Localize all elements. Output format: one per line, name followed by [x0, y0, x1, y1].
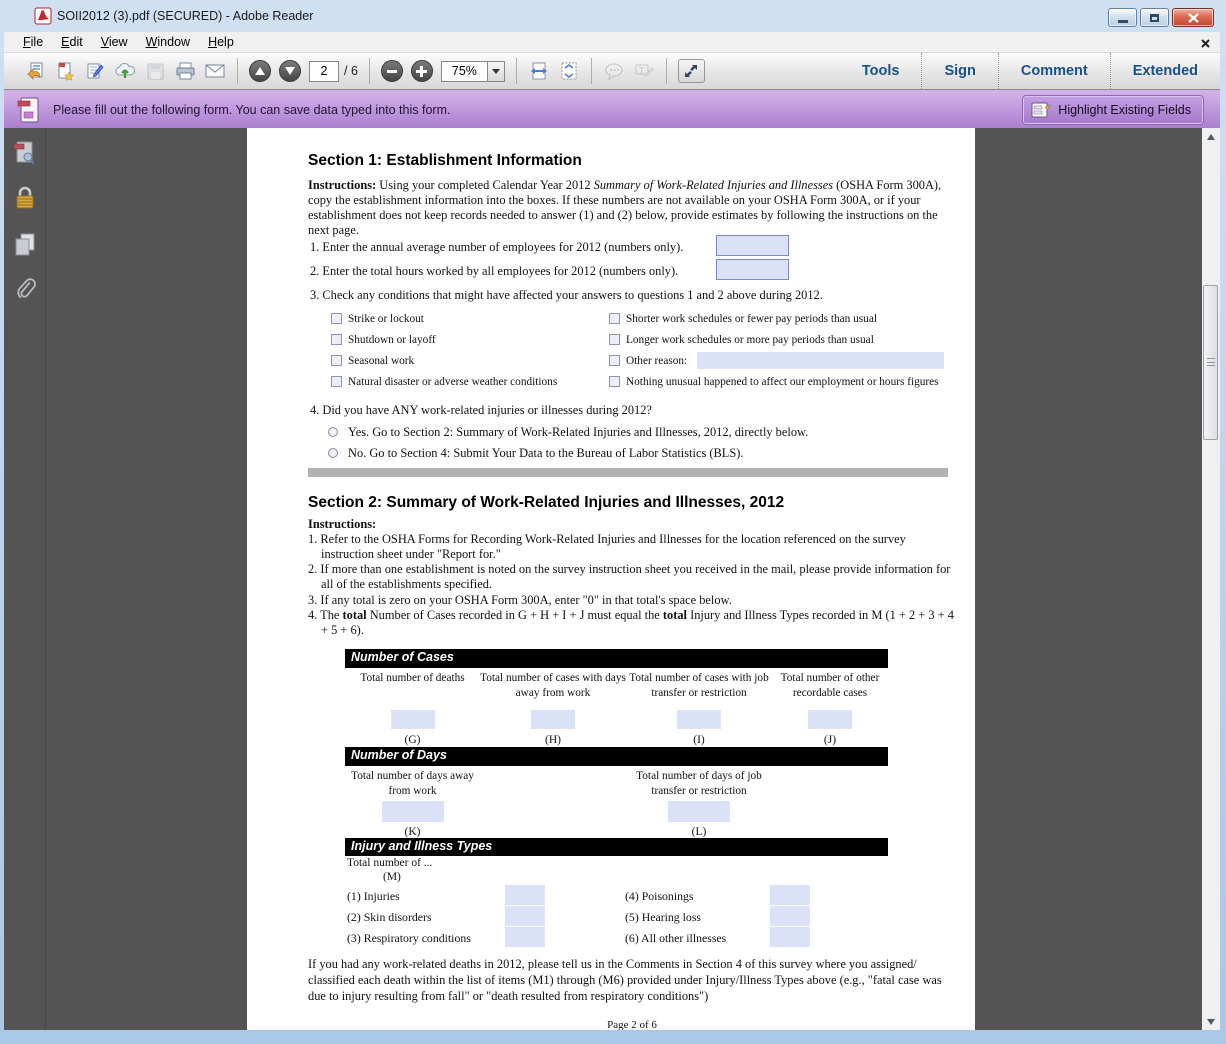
- cases-col-label: Total number of deaths: [360, 672, 465, 684]
- comment-bubble-icon[interactable]: [601, 57, 627, 85]
- deaths-field[interactable]: [391, 710, 435, 729]
- tab-extended[interactable]: Extended: [1110, 53, 1220, 89]
- title-bar[interactable]: [0, 0, 1226, 32]
- case-key: (J): [823, 734, 837, 746]
- window-title: SOII2012 (3).pdf (SECURED) - Adobe Reader: [57, 9, 314, 23]
- section1-instructions: Instructions: Using your completed Calendar Year 2012 Summary of Work-Related Injuries and Illnesses (OSHA Form 300A), copy the establishment information into the boxes. If these numbers are not available on your OSHA Form 300A, or if your establishment does not keep records needed to answer (1) and (2) below, provide estimates by following the instructions on the next page.: [308, 178, 942, 238]
- next-page-button[interactable]: [279, 60, 301, 82]
- type-label-respiratory: (3) Respiratory conditions: [347, 931, 471, 945]
- zoom-level-input[interactable]: [441, 61, 487, 82]
- print-icon[interactable]: [172, 57, 198, 85]
- restore-icon: [1150, 14, 1159, 22]
- menu-edit[interactable]: Edit: [61, 35, 83, 49]
- text-callout-icon[interactable]: [631, 57, 657, 85]
- days-fields-row: [345, 801, 888, 822]
- checkbox-nothing-unusual[interactable]: Nothing unusual happened to affect our employment or hours figures: [609, 376, 954, 388]
- other-reason-field[interactable]: [697, 352, 944, 369]
- close-icon: [1188, 13, 1199, 23]
- case-key: (G): [404, 734, 421, 746]
- radio-no-label: No. Go to Section 4: Submit Your Data to the Bureau of Labor Statistics (BLS).: [348, 446, 744, 460]
- toolbar-separator: [369, 58, 370, 84]
- form-document-icon: [17, 96, 41, 124]
- menu-bar: [4, 32, 1220, 53]
- s2-instruction-1: 1. Refer to the OSHA Forms for Recording Work-Related Injuries and Illnesses for the location referenced on the survey instruction sheet under "Report for.": [308, 532, 906, 562]
- question1-label: 1. Enter the annual average number of employees for 2012 (numbers only).: [310, 240, 684, 254]
- minus-icon: [387, 70, 397, 73]
- convert-to-pdf-icon[interactable]: [52, 57, 78, 85]
- restore-button[interactable]: [1140, 8, 1169, 27]
- checkbox-seasonal[interactable]: Seasonal work: [331, 355, 601, 367]
- scroll-up-button[interactable]: [1202, 128, 1220, 145]
- ribbon-tabs: [840, 53, 1220, 89]
- zoom-in-button[interactable]: [411, 60, 433, 82]
- toolbar-separator: [591, 58, 592, 84]
- arrow-up-icon: [255, 67, 265, 75]
- arrow-down-icon: [285, 67, 295, 75]
- page-number-input[interactable]: [309, 61, 339, 82]
- checkbox-icon[interactable]: [609, 313, 620, 324]
- radio-no[interactable]: [328, 448, 338, 458]
- page-thumbnails-icon[interactable]: [13, 140, 37, 173]
- scrollbar-thumb[interactable]: [1203, 285, 1218, 440]
- save-icon[interactable]: [142, 57, 168, 85]
- s2-instruction-4: 4. The total Number of Cases recorded in G + H + I + J must equal the total Injury and Illness Types recorded in M (1 + 2 + 3 + 4 + 5 + 6).: [308, 607, 954, 637]
- job-transfer-cases-field[interactable]: [677, 710, 721, 729]
- question3-label: 3. Check any conditions that might have affected your answers to questions 1 and 2 above during 2012.: [310, 288, 823, 302]
- pdf-page: [247, 128, 975, 1030]
- type-label-hearing: (5) Hearing loss: [625, 910, 702, 924]
- fullscreen-button[interactable]: [678, 59, 705, 83]
- page-footer: Page 2 of 6: [607, 1019, 657, 1030]
- checkbox-icon[interactable]: [331, 313, 342, 324]
- chevron-down-icon: [492, 69, 500, 74]
- cases-keys-row: [345, 734, 888, 746]
- radio-yes[interactable]: [328, 427, 338, 437]
- respiratory-field[interactable]: [505, 927, 545, 947]
- checkbox-shutdown[interactable]: Shutdown or layoff: [331, 334, 601, 346]
- days-column-labels: [345, 769, 888, 798]
- section2-instructions-label: Instructions:: [308, 517, 377, 531]
- injuries-field[interactable]: [505, 885, 545, 905]
- toolbar-separator: [237, 58, 238, 84]
- menu-help[interactable]: Help: [208, 35, 234, 49]
- highlight-fields-button[interactable]: [1022, 95, 1204, 125]
- page-count-label: / 6: [344, 64, 358, 78]
- security-lock-icon[interactable]: [13, 185, 37, 216]
- tab-comment[interactable]: Comment: [998, 53, 1110, 89]
- upload-cloud-icon[interactable]: [112, 57, 138, 85]
- question4-label: 4. Did you have ANY work-related injuries or illnesses during 2012?: [310, 403, 652, 417]
- checkbox-icon[interactable]: [609, 334, 620, 345]
- all-other-illnesses-field[interactable]: [770, 927, 810, 947]
- checkbox-icon[interactable]: [609, 376, 620, 387]
- deaths-footnote: If you had any work-related deaths in 2012, please tell us in the Comments in Section 4 of this survey where you assigned/ classified each death within the list of items (M1) through (M6) provided under Injury/Illness Types above (e.g., "fatal case was due to injury resulting from fall" or "death resulted from respiratory conditions"): [308, 957, 942, 1003]
- email-icon[interactable]: [202, 57, 228, 85]
- checkbox-icon[interactable]: [331, 376, 342, 387]
- cases-col-label: Total number of cases with days away from work: [480, 672, 626, 699]
- zoom-out-button[interactable]: [381, 60, 403, 82]
- scroll-up-icon: [1207, 134, 1215, 140]
- types-header-bar: Injury and Illness Types: [345, 838, 888, 856]
- open-document-icon[interactable]: [22, 57, 48, 85]
- highlight-fields-label: Highlight Existing Fields: [1058, 103, 1191, 117]
- skin-disorders-field[interactable]: [505, 906, 545, 926]
- adobe-reader-icon: [34, 7, 52, 25]
- days-away-field[interactable]: [382, 801, 444, 822]
- toolbar-separator: [666, 58, 667, 84]
- days-away-cases-field[interactable]: [531, 710, 575, 729]
- cases-column-labels: [345, 671, 888, 700]
- fit-width-icon[interactable]: [526, 57, 552, 85]
- hours-worked-field[interactable]: [716, 259, 789, 280]
- employees-count-field[interactable]: [716, 235, 789, 256]
- types-total-key: (M): [383, 871, 401, 883]
- menubar-close-icon[interactable]: [1201, 35, 1210, 53]
- menu-window[interactable]: Window: [145, 35, 191, 49]
- section-divider: [308, 468, 948, 477]
- zoom-dropdown-button[interactable]: [487, 61, 505, 82]
- hearing-loss-field[interactable]: [770, 906, 810, 926]
- checkbox-longer-schedules[interactable]: Longer work schedules or more pay periods than usual: [609, 334, 949, 346]
- menu-file[interactable]: File: [23, 35, 44, 49]
- poisonings-field[interactable]: [770, 885, 810, 905]
- minimize-button[interactable]: [1108, 8, 1137, 27]
- menu-view[interactable]: View: [100, 35, 128, 49]
- fill-sign-icon[interactable]: [82, 57, 108, 85]
- document-viewport: [4, 128, 1220, 1030]
- form-notification-message: Please fill out the following form. You can save data typed into this form.: [53, 102, 451, 117]
- types-total-label: Total number of ...: [347, 857, 433, 869]
- type-label-injuries: (1) Injuries: [347, 889, 400, 903]
- checkbox-icon[interactable]: [331, 355, 342, 366]
- checkbox-strike[interactable]: Strike or lockout: [331, 313, 601, 325]
- days-keys-row: [345, 826, 888, 838]
- scroll-down-button[interactable]: [1202, 1013, 1220, 1030]
- close-button[interactable]: [1172, 8, 1214, 27]
- attachments-icon[interactable]: [13, 276, 39, 309]
- section2-instructions: [308, 532, 960, 638]
- case-key: (I): [693, 734, 705, 746]
- svg-text:T: T: [638, 65, 644, 75]
- type-label-skin: (2) Skin disorders: [347, 910, 432, 924]
- tab-sign[interactable]: Sign: [921, 53, 997, 89]
- checkbox-natural-disaster[interactable]: Natural disaster or adverse weather conditions: [331, 376, 601, 388]
- s2-instruction-2: 2. If more than one establishment is noted on the survey instruction sheet you received in the mail, please provide information for all of the establishments specified.: [308, 562, 951, 592]
- toolbar-separator: [516, 58, 517, 84]
- pages-panel-icon[interactable]: [13, 232, 37, 263]
- day-key: (L): [691, 826, 707, 838]
- cases-col-label: Total number of cases with job transfer or restriction: [629, 672, 769, 699]
- type-label-other-illness: (6) All other illnesses: [625, 931, 727, 945]
- days-transfer-field[interactable]: [668, 801, 730, 822]
- checkbox-other-reason[interactable]: Other reason:: [609, 355, 699, 367]
- type-label-poisonings: (4) Poisonings: [625, 889, 694, 903]
- vertical-scrollbar[interactable]: [1202, 128, 1220, 1030]
- cases-fields-row: [345, 710, 888, 729]
- form-notification-bar: [4, 90, 1220, 128]
- fit-page-icon[interactable]: [556, 57, 582, 85]
- fullscreen-icon: [683, 63, 699, 79]
- checkbox-icon[interactable]: [331, 334, 342, 345]
- day-key: (K): [404, 826, 421, 838]
- question2-label: 2. Enter the total hours worked by all employees for 2012 (numbers only).: [310, 264, 679, 278]
- summary-table: [345, 649, 888, 954]
- navigation-sidebar: [4, 128, 46, 1030]
- cases-header-bar: Number of Cases: [345, 649, 888, 668]
- scroll-down-icon: [1207, 1019, 1215, 1025]
- main-toolbar: [4, 53, 1220, 90]
- plus-icon: [416, 66, 427, 77]
- case-key: (H): [545, 734, 561, 746]
- highlight-fields-icon: [1031, 102, 1051, 119]
- scrollbar-grip-icon: [1207, 358, 1215, 366]
- tab-tools[interactable]: Tools: [861, 63, 900, 79]
- days-col-label: Total number of days away from work: [351, 770, 474, 797]
- checkbox-shorter-schedules[interactable]: Shorter work schedules or fewer pay periods than usual: [609, 313, 949, 325]
- s2-instruction-3: 3. If any total is zero on your OSHA Form 300A, enter "0" in that total's space below.: [308, 592, 732, 607]
- section2-title: Section 2: Summary of Work-Related Injuries and Illnesses, 2012: [308, 494, 785, 511]
- radio-yes-label: Yes. Go to Section 2: Summary of Work-Related Injuries and Illnesses, 2012, directly below.: [348, 425, 809, 439]
- checkbox-icon[interactable]: [609, 355, 620, 366]
- other-recordable-cases-field[interactable]: [808, 710, 852, 729]
- days-col-label: Total number of days of job transfer or restriction: [636, 770, 762, 797]
- previous-page-button[interactable]: [249, 60, 271, 82]
- days-header-bar: Number of Days: [345, 747, 888, 766]
- cases-col-label: Total number of other recordable cases: [780, 672, 880, 699]
- section1-title: Section 1: Establishment Information: [308, 152, 582, 169]
- minimize-icon: [1118, 20, 1128, 23]
